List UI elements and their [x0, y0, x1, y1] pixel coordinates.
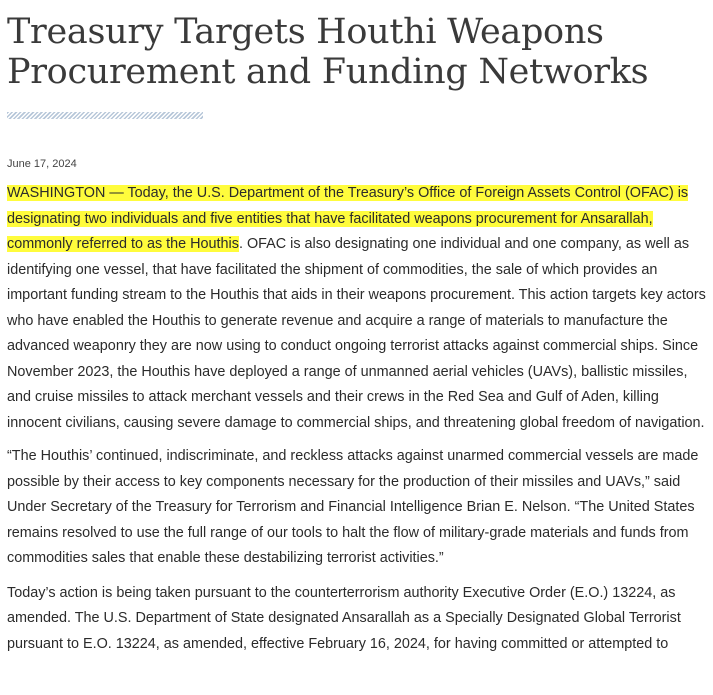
- paragraph-1: [7, 181, 711, 436]
- paragraph-2: “The Houthis’ continued, indiscriminate, and reckless attacks against unarmed commercial vessels are made possible by their access to key components necessary for the production of their missiles and UAVs,” said Under Secretary of the Treasury for Terrorism and Financial Intelligence Brian E. Nelson. “The United States remains resolved to use the full range of our tools to halt the flow of military-grade materials and funds from commodities sales that enable these destabilizing terrorist activities.”: [7, 448, 699, 566]
- article-title: Treasury Targets Houthi Weapons Procurement and Funding Networks: [7, 12, 649, 92]
- paragraph-1-text: . OFAC is also designating one individual and one company, as well as identifying one vessel, that have facilitated the shipment of commodities, the sale of which provides an important funding stream to the Houthis that aids in their weapons procurement. This action targets key actors who have enabled the Houthis to generate revenue and acquire a range of materials to manufacture the advanced weaponry they are now using to conduct ongoing terrorist attacks against commercial ships. Since November 2023, the Houthis have deployed a range of unmanned aerial vehicles (UAVs), ballistic missiles, and cruise missiles to attack merchant vessels and their crews in the Red Sea and Gulf of Aden, killing innocent civilians, causing severe damage to commercial ships, and threatening global freedom of navigation.: [7, 236, 706, 431]
- paragraph-3: Today’s action is being taken pursuant to the counterterrorism authority Executive Order (E.O.) 13224, as amended. The U.S. Department of State designated Ansarallah as a Specially Designated Global Terrorist pursuant to E.O. 13224, as amended, effective February 16, 2024, for having committed or attempted to: [7, 584, 681, 652]
- highlighted-text: WASHINGTON — Today, the U.S. Department of the Treasury’s Office of Foreign Assets Control (OFAC) is designating two individuals and five entities that have facilitated weapons procurement for Ansarallah, commonly referred to as the Houthis: [7, 185, 689, 252]
- article: [7, 0, 711, 657]
- title-divider: [7, 112, 203, 119]
- article-date: June 17, 2024: [7, 158, 77, 170]
